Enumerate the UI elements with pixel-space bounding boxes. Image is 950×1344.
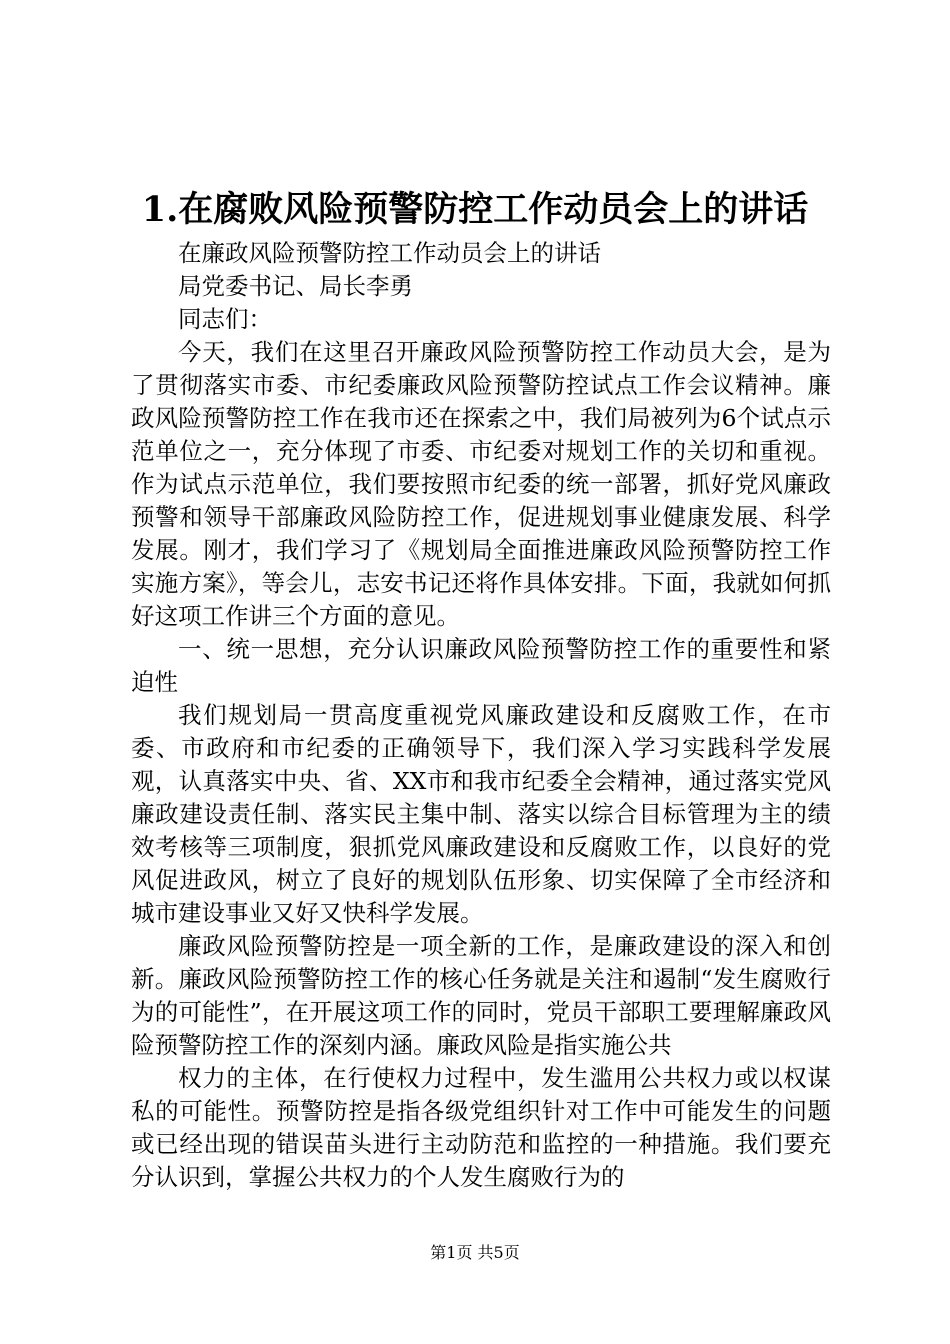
speaker-line: 局党委书记、局长李勇 xyxy=(178,272,413,300)
paragraph-achievements: 我们规划局一贯高度重视党风廉政建设和反腐败工作，在市委、市政府和市纪委的正确领导下，我们深入学习实践科学发展观，认真落实中央、省、XX市和我市纪委全会精神，通过落实党风廉政建设责任制、落实民主集中制、落实以综合目标管理为主的绩效考核等三项制度，狠抓党风廉政建设和反腐败工作，以良好的党风促进政风，树立了良好的规划队伍形象、切实保障了全市经济和城市建设事业又好又快科学发展。 xyxy=(131,701,831,927)
page-number-footer: 第1页 共5页 xyxy=(430,1243,520,1262)
document-title: 1.在腐败风险预警防控工作动员会上的讲话 xyxy=(141,189,809,230)
speech-title-line: 在廉政风险预警防控工作动员会上的讲话 xyxy=(178,239,601,267)
paragraph-continuation: 权力的主体，在行使权力过程中，发生滥用公共权力或以权谋私的可能性。预警防控是指各级党组织针对工作中可能发生的问题或已经出现的错误苗头进行主动防范和监控的一种措施。我们要充分认识到，掌握公共权力的个人发生腐败行为的 xyxy=(131,1064,831,1191)
paragraph-definition: 廉政风险预警防控是一项全新的工作，是廉政建设的深入和创新。廉政风险预警防控工作的核心任务就是关注和遏制“发生腐败行为的可能性”，在开展这项工作的同时，党员干部职工要理解廉政风险预警防控工作的深刻内涵。廉政风险是指实施公共 xyxy=(131,932,831,1059)
section-heading-1: 一、统一思想，充分认识廉政风险预警防控工作的重要性和紧迫性 xyxy=(131,635,831,696)
document-body xyxy=(131,237,831,1194)
paragraph-intro: 今天，我们在这里召开廉政风险预警防控工作动员大会，是为了贯彻落实市委、市纪委廉政风险预警防控试点工作会议精神。廉政风险预警防控工作在我市还在探索之中，我们局被列为6个试点示范单位之一，充分体现了市委、市纪委对规划工作的关切和重视。作为试点示范单位，我们要按照市纪委的统一部署，抓好党风廉政预警和领导干部廉政风险防控工作，促进规划事业健康发展、科学发展。刚才，我们学习了《规划局全面推进廉政风险预警防控工作实施方案》，等会儿，志安书记还将作具体安排。下面，我就如何抓好这项工作讲三个方面的意见。 xyxy=(131,338,831,630)
salutation: 同志们： xyxy=(178,305,272,333)
